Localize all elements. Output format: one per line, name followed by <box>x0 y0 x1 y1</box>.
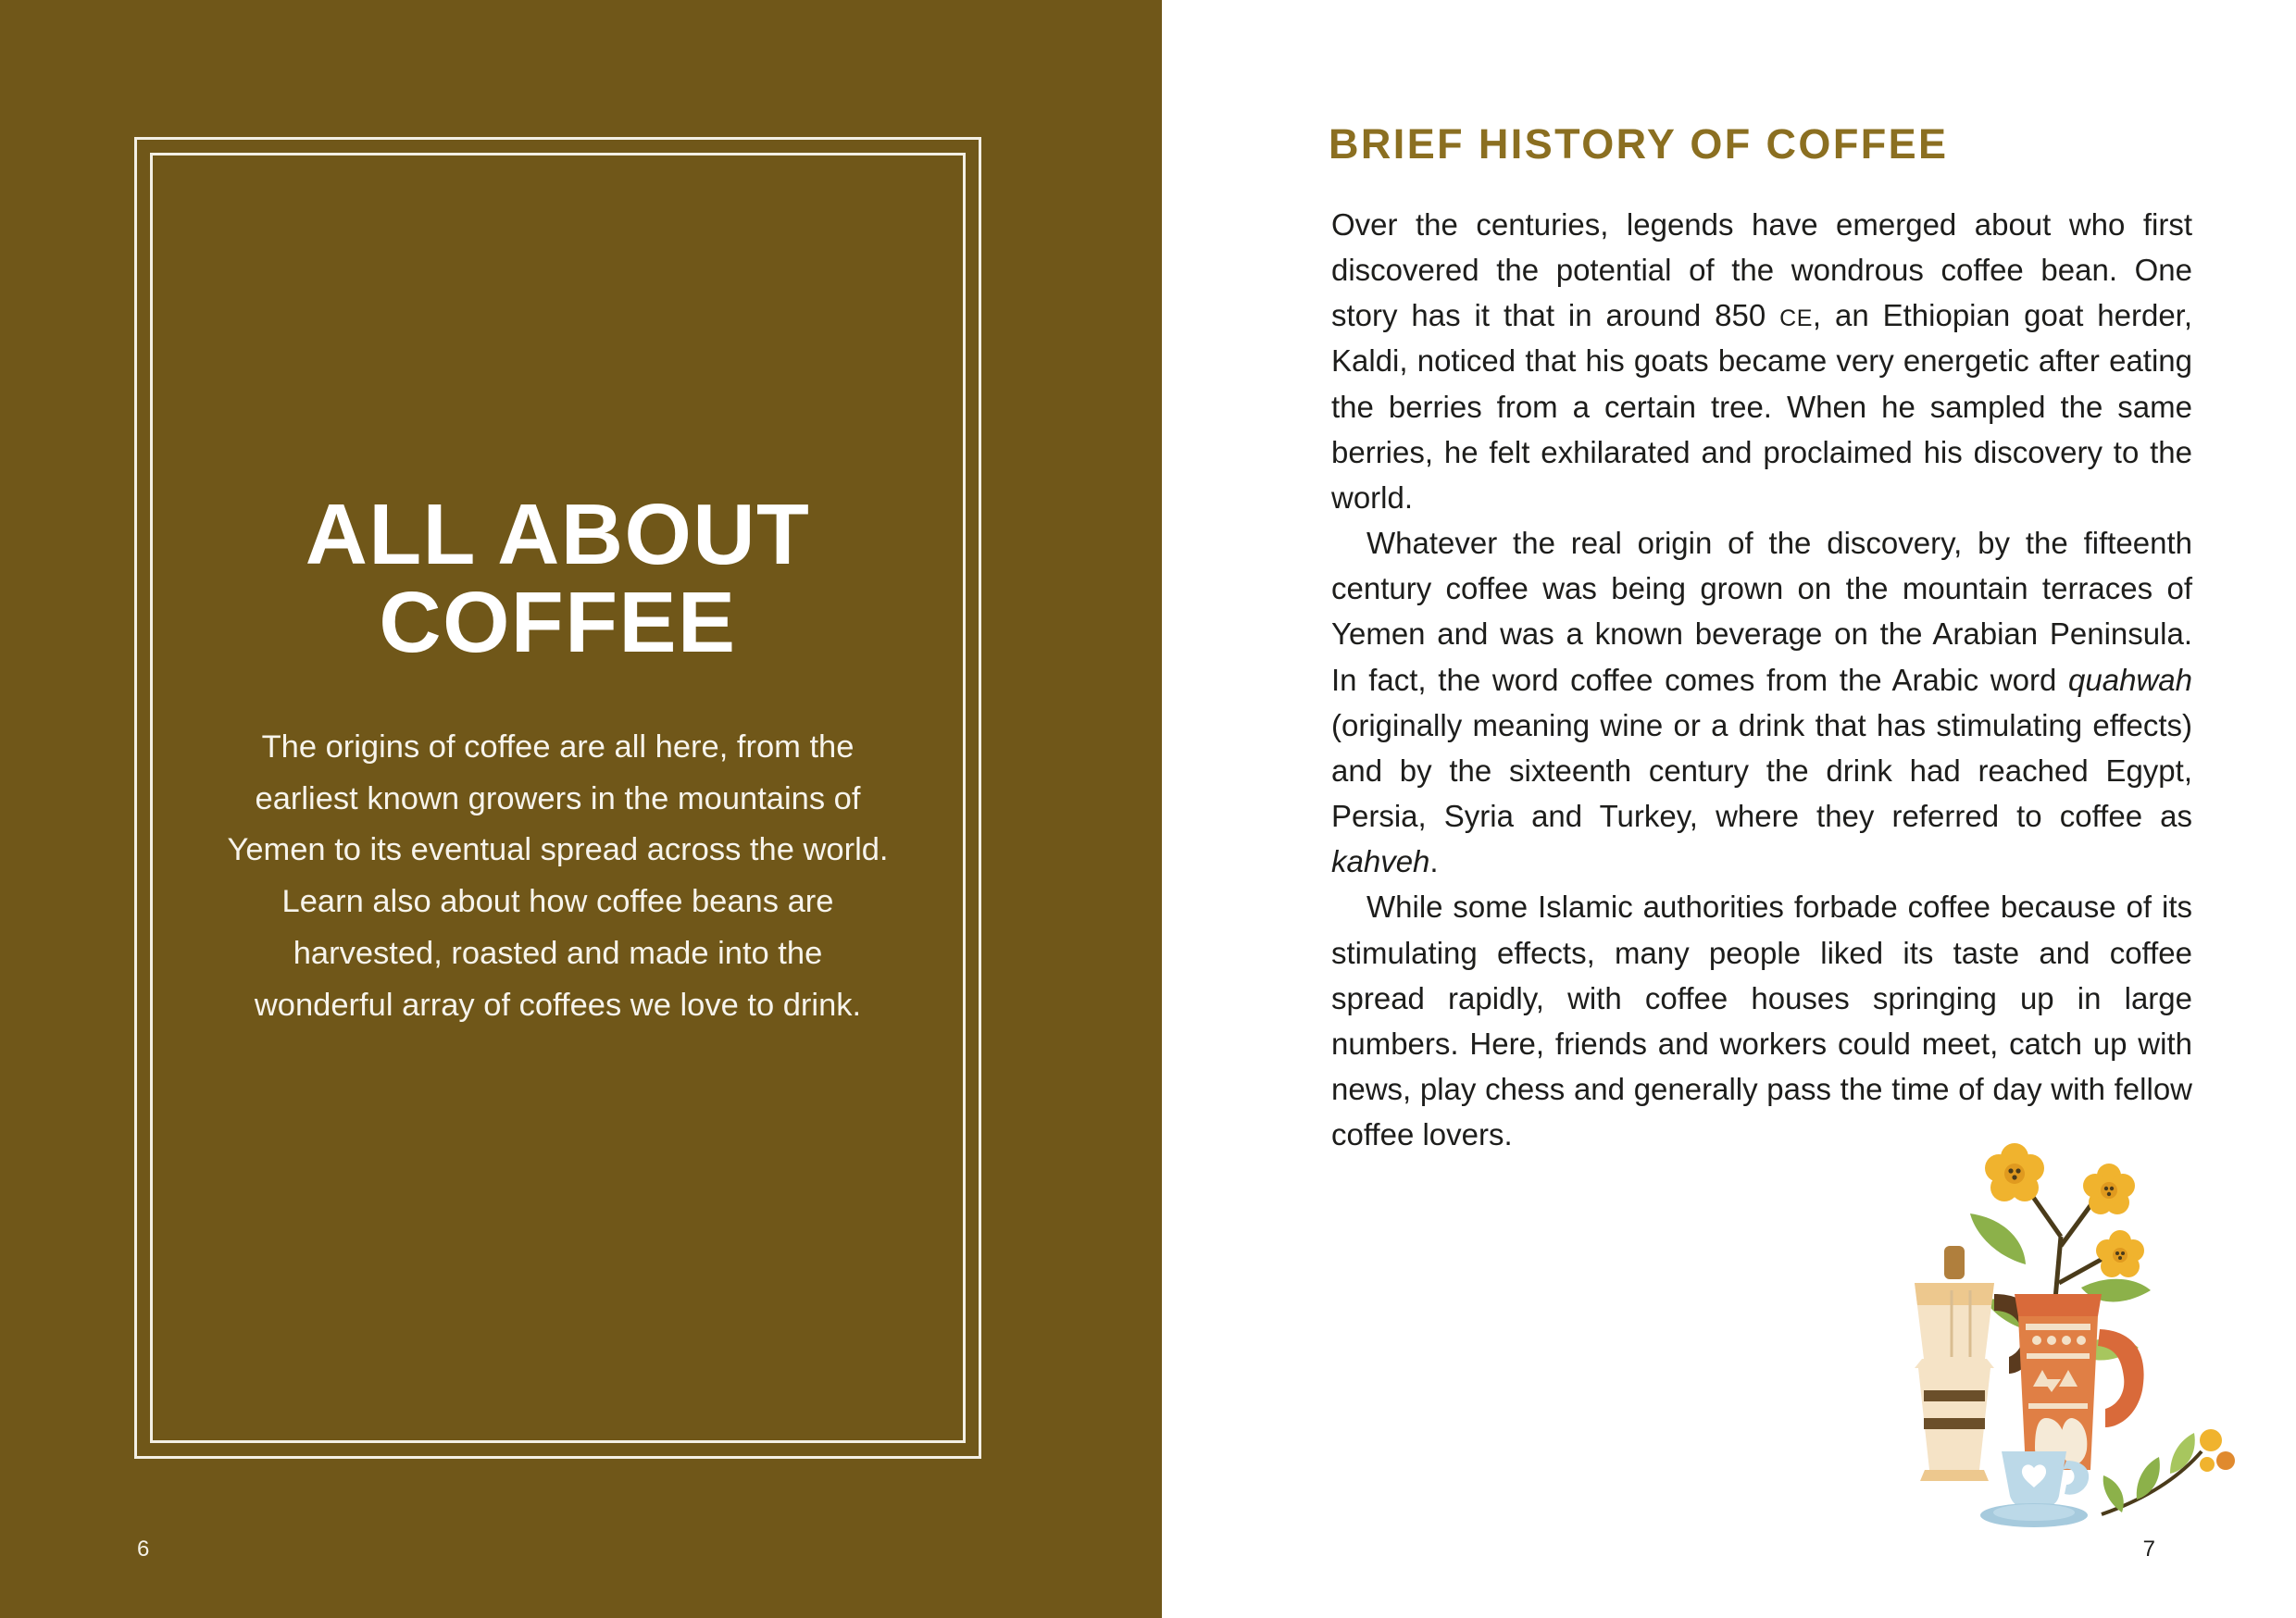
paragraph-2: Whatever the real origin of the discovery, by the fifteenth century coffee was being grown on the mountain terraces of Yemen and was a known beverage on the Arabian Peninsula. In fact, the word coffee comes from the Arabic word quahwah (originally meaning wine or a drink that has stimulating effects) and by the sixteenth century the drink had reached Egypt, Persia, Syria and Turkey, where they referred to coffee as kahveh. <box>1331 526 2192 879</box>
small-caps-ce: CE <box>1779 305 1813 332</box>
article-heading: BRIEF HISTORY OF COFFEE <box>1329 120 1949 168</box>
italic-term-quahwah: quahwah <box>2068 662 2192 697</box>
page-number-right: 7 <box>2142 1537 2155 1562</box>
chapter-title-line-2: COFFEE <box>379 573 737 670</box>
italic-term-kahveh: kahveh <box>1331 844 1430 879</box>
paragraph-3: While some Islamic authorities forbade coffee because of its stimulating effects, many people liked its taste and coffee spread rapidly, with coffee houses springing up in large numbers. Here, friends and workers could meet, catch up with news, play chess and generally pass the time of day with fellow coffee lovers. <box>1331 890 2192 1152</box>
page-title <box>176 486 940 670</box>
coffee-cup-icon <box>1980 1451 2089 1527</box>
paragraph-1: Over the centuries, legends have emerged about who first discovered the potential of the wondrous coffee bean. One story has it that in around 850 CE, an Ethiopian goat herder, Kaldi, noticed that his goats became very energetic after eating the berries from a certain tree. When he sampled the same berries, he felt exhilarated and proclaimed his discovery to the world. <box>1331 207 2193 515</box>
ceramic-jug-icon <box>2015 1294 2144 1470</box>
right-page <box>1162 0 2296 1618</box>
page-number-left: 6 <box>137 1537 150 1562</box>
chapter-blurb: The origins of coffee are all here, from the earliest known growers in the mountains of Yemen to its eventual spread across the world. Learn also about how coffee beans are harvested, roasted and made into the wonderful array of coffees we love to drink. <box>227 728 889 1024</box>
moka-pot-and-flower-vase-illustration <box>1803 1126 2248 1533</box>
chapter-opener <box>176 486 940 1032</box>
moka-pot-icon <box>1915 1246 2039 1481</box>
chapter-title-line-1: ALL ABOUT <box>305 486 811 582</box>
berry-branch-icon <box>2102 1429 2235 1514</box>
